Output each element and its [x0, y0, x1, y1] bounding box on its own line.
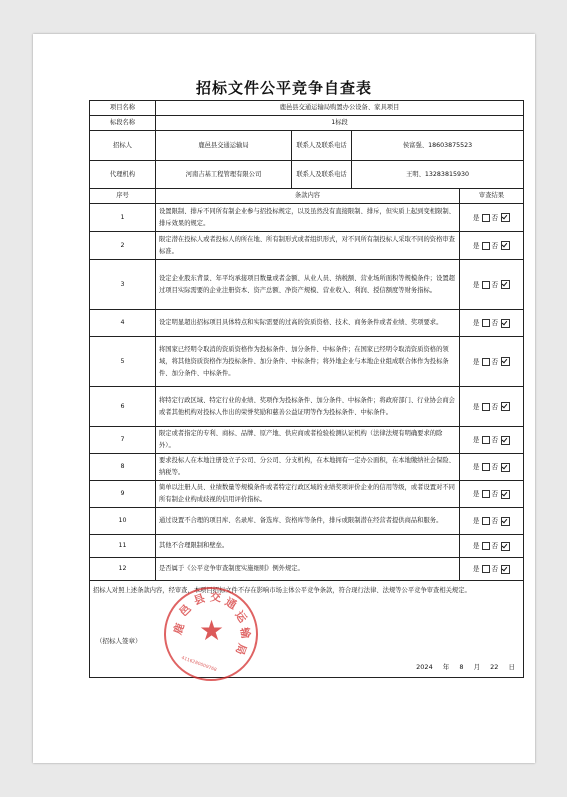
lot-label: 标段名称 [90, 116, 156, 131]
no-label: 否 [491, 542, 499, 550]
table-row [90, 204, 524, 232]
yes-checkbox[interactable] [482, 358, 490, 366]
date-month: 8 [459, 663, 464, 671]
row-number: 6 [90, 387, 156, 427]
self-check-table [89, 100, 524, 678]
lot-value: 1标段 [156, 116, 524, 131]
header-row [90, 189, 524, 204]
header-no: 序号 [90, 189, 156, 204]
no-checkbox-checked[interactable] [501, 319, 510, 328]
row-number: 3 [90, 260, 156, 310]
row-result [460, 204, 524, 232]
project-name-row [90, 101, 524, 116]
table-row [90, 454, 524, 481]
row-content: 设定明显超出招标项目具体特点和实际需要的过高的资质资格、技术、商务条件或者业绩、奖项要求。 [156, 310, 460, 337]
row-number: 2 [90, 232, 156, 260]
seal-code: 4116280009768 [180, 655, 218, 674]
footer-cell [90, 581, 524, 678]
row-result [460, 310, 524, 337]
yes-label: 是 [472, 463, 480, 471]
date-year: 2024 [416, 663, 433, 671]
yes-label: 是 [472, 357, 480, 366]
sign-date [416, 661, 515, 673]
table-row [90, 232, 524, 260]
yes-checkbox[interactable] [482, 214, 490, 222]
date-year-unit: 年 [442, 663, 450, 671]
row-result [460, 535, 524, 558]
yes-checkbox[interactable] [482, 463, 490, 471]
table-row [90, 427, 524, 454]
declaration-text: 招标人对照上述条款内容，经审查，本项目招标文件不存在影响市场主体公平竞争条款，符合现行法律、法规等公平竞争审查相关规定。 [93, 587, 471, 594]
no-label: 否 [491, 490, 499, 498]
row-number: 1 [90, 204, 156, 232]
table-row [90, 310, 524, 337]
yes-checkbox[interactable] [482, 242, 490, 250]
contact-label-2: 联系人及联系电话 [292, 161, 352, 189]
table-row [90, 535, 524, 558]
row-content: 限定或者指定的专利、商标、品牌、原产地、供应商或者检验检测认证机构（法律法规有明确要求的除外）。 [156, 427, 460, 454]
yes-label: 是 [472, 517, 480, 525]
row-number: 10 [90, 508, 156, 535]
yes-label: 是 [472, 402, 480, 411]
row-number: 4 [90, 310, 156, 337]
row-content: 设置限制、排斥不同所有制企业参与招投标规定，以及虽然没有直接限制、排斥，但实质上起到变相限制、排斥效果的规定。 [156, 204, 460, 232]
no-checkbox-checked[interactable] [501, 357, 510, 366]
row-content: 通过设置不合理的项目库、名录库、备选库、资格库等条件，排斥或限制潜在经营者提供商品和服务。 [156, 508, 460, 535]
row-result [460, 558, 524, 581]
yes-checkbox[interactable] [482, 319, 490, 327]
official-seal [164, 587, 258, 681]
no-checkbox-checked[interactable] [501, 436, 510, 445]
yes-checkbox[interactable] [482, 517, 490, 525]
no-checkbox-checked[interactable] [501, 402, 510, 411]
row-result [460, 508, 524, 535]
tenderer-label: 招标人 [90, 131, 156, 161]
no-label: 否 [491, 319, 499, 327]
yes-label: 是 [472, 241, 480, 250]
table-row [90, 387, 524, 427]
yes-label: 是 [472, 542, 480, 550]
row-content: 其他不合理限制和壁垒。 [156, 535, 460, 558]
no-checkbox-checked[interactable] [501, 241, 510, 250]
row-result [460, 260, 524, 310]
yes-label: 是 [472, 319, 480, 327]
row-number: 5 [90, 337, 156, 387]
yes-checkbox[interactable] [482, 281, 490, 289]
signer-label: （招标人签章） [96, 637, 142, 645]
row-content: 限定潜在投标人或者投标人的所在地、所有制形式或者组织形式，对不同所有制投标人采取不同的资格审查标准。 [156, 232, 460, 260]
row-content: 将国家已经明令取消的资质资格作为投标条件、加分条件、中标条件；在国家已经明令取消资质资格的领域，将其他资质资格作为投标条件、加分条件、中标条件；将外地企业与本地企业组成联合体作为投标条件、加分条件、中标条件。 [156, 337, 460, 387]
date-month-unit: 月 [473, 663, 481, 671]
tenderer-value: 鹿邑县交通运输局 [156, 131, 292, 161]
no-checkbox-checked[interactable] [501, 280, 510, 289]
row-number: 7 [90, 427, 156, 454]
row-number: 9 [90, 481, 156, 508]
no-checkbox-checked[interactable] [501, 213, 510, 222]
yes-label: 是 [472, 213, 480, 222]
seal-text: 鹿 邑 县 交 通 运 输 局 [171, 590, 253, 657]
no-label: 否 [491, 565, 499, 573]
footer-row [90, 581, 524, 678]
yes-checkbox[interactable] [482, 565, 490, 573]
date-day-unit: 日 [508, 663, 516, 671]
row-content: 将特定行政区域、特定行业的业绩、奖项作为投标条件、加分条件、中标条件；将政府部门、行业协会商会或者其他机构对投标人作出的荣誉奖励和慈善公益证明等作为投标条件、中标条件。 [156, 387, 460, 427]
no-label: 否 [491, 402, 499, 411]
header-result: 审查结果 [460, 189, 524, 204]
yes-checkbox[interactable] [482, 403, 490, 411]
row-number: 11 [90, 535, 156, 558]
contact-value-2: 王明、13283815930 [352, 161, 524, 189]
table-row [90, 508, 524, 535]
agency-value: 河南吉基工程管理有限公司 [156, 161, 292, 189]
page-title: 招标文件公平竞争自查表 [195, 79, 372, 97]
no-checkbox-checked[interactable] [501, 517, 510, 526]
row-result [460, 337, 524, 387]
no-checkbox-checked[interactable] [501, 542, 510, 551]
agency-label: 代理机构 [90, 161, 156, 189]
no-label: 否 [491, 213, 499, 222]
row-result [460, 454, 524, 481]
row-content: 设定企业股东背景、年平均承接项目数量或者金额、从业人员、纳税额、营业场所面积等规模条件；设置超过项目实际需要的企业注册资本、资产总额、净资产规模、营业收入、利润、授信额度等财务指标。 [156, 260, 460, 310]
yes-label: 是 [472, 280, 480, 289]
table-row [90, 481, 524, 508]
date-day: 22 [490, 663, 499, 671]
project-name-value: 鹿邑县交通运输局购置办公设备、家具项目 [156, 101, 524, 116]
no-label: 否 [491, 241, 499, 250]
row-content: 要求投标人在本地注册设立子公司、分公司、分支机构，在本地拥有一定办公面积，在本地缴纳社会保险、纳税等。 [156, 454, 460, 481]
row-result [460, 427, 524, 454]
lot-row [90, 116, 524, 131]
table-row [90, 337, 524, 387]
project-name-label: 项目名称 [90, 101, 156, 116]
contact-value-1: 侯富强、18603875523 [352, 131, 524, 161]
row-result [460, 232, 524, 260]
row-result [460, 481, 524, 508]
yes-label: 是 [472, 436, 480, 444]
document-page [33, 34, 535, 763]
yes-checkbox[interactable] [482, 490, 490, 498]
row-result [460, 387, 524, 427]
row-content: 简单以注册人员、业绩数量等规模条件或者特定行政区域的业绩奖项评价企业的信用等级，或者设置对不同所有制企业构成歧视的信用评价指标。 [156, 481, 460, 508]
yes-label: 是 [472, 565, 480, 573]
no-label: 否 [491, 436, 499, 444]
clause-rows [90, 204, 524, 581]
row-number: 12 [90, 558, 156, 581]
no-checkbox-checked[interactable] [501, 463, 510, 472]
row-content: 是否属于《公平竞争审查制度实施细则》例外规定。 [156, 558, 460, 581]
header-content: 条款内容 [156, 189, 460, 204]
no-label: 否 [491, 463, 499, 471]
no-checkbox-checked[interactable] [501, 565, 510, 574]
yes-label: 是 [472, 490, 480, 498]
tenderer-row [90, 131, 524, 161]
table-row [90, 260, 524, 310]
table-row [90, 558, 524, 581]
yes-checkbox[interactable] [482, 436, 490, 444]
no-label: 否 [491, 357, 499, 366]
seal-star-icon: ★ [199, 614, 225, 647]
no-checkbox-checked[interactable] [501, 490, 510, 499]
contact-label-1: 联系人及联系电话 [292, 131, 352, 161]
no-label: 否 [491, 280, 499, 289]
agency-row [90, 161, 524, 189]
no-label: 否 [491, 517, 499, 525]
row-number: 8 [90, 454, 156, 481]
yes-checkbox[interactable] [482, 542, 490, 550]
